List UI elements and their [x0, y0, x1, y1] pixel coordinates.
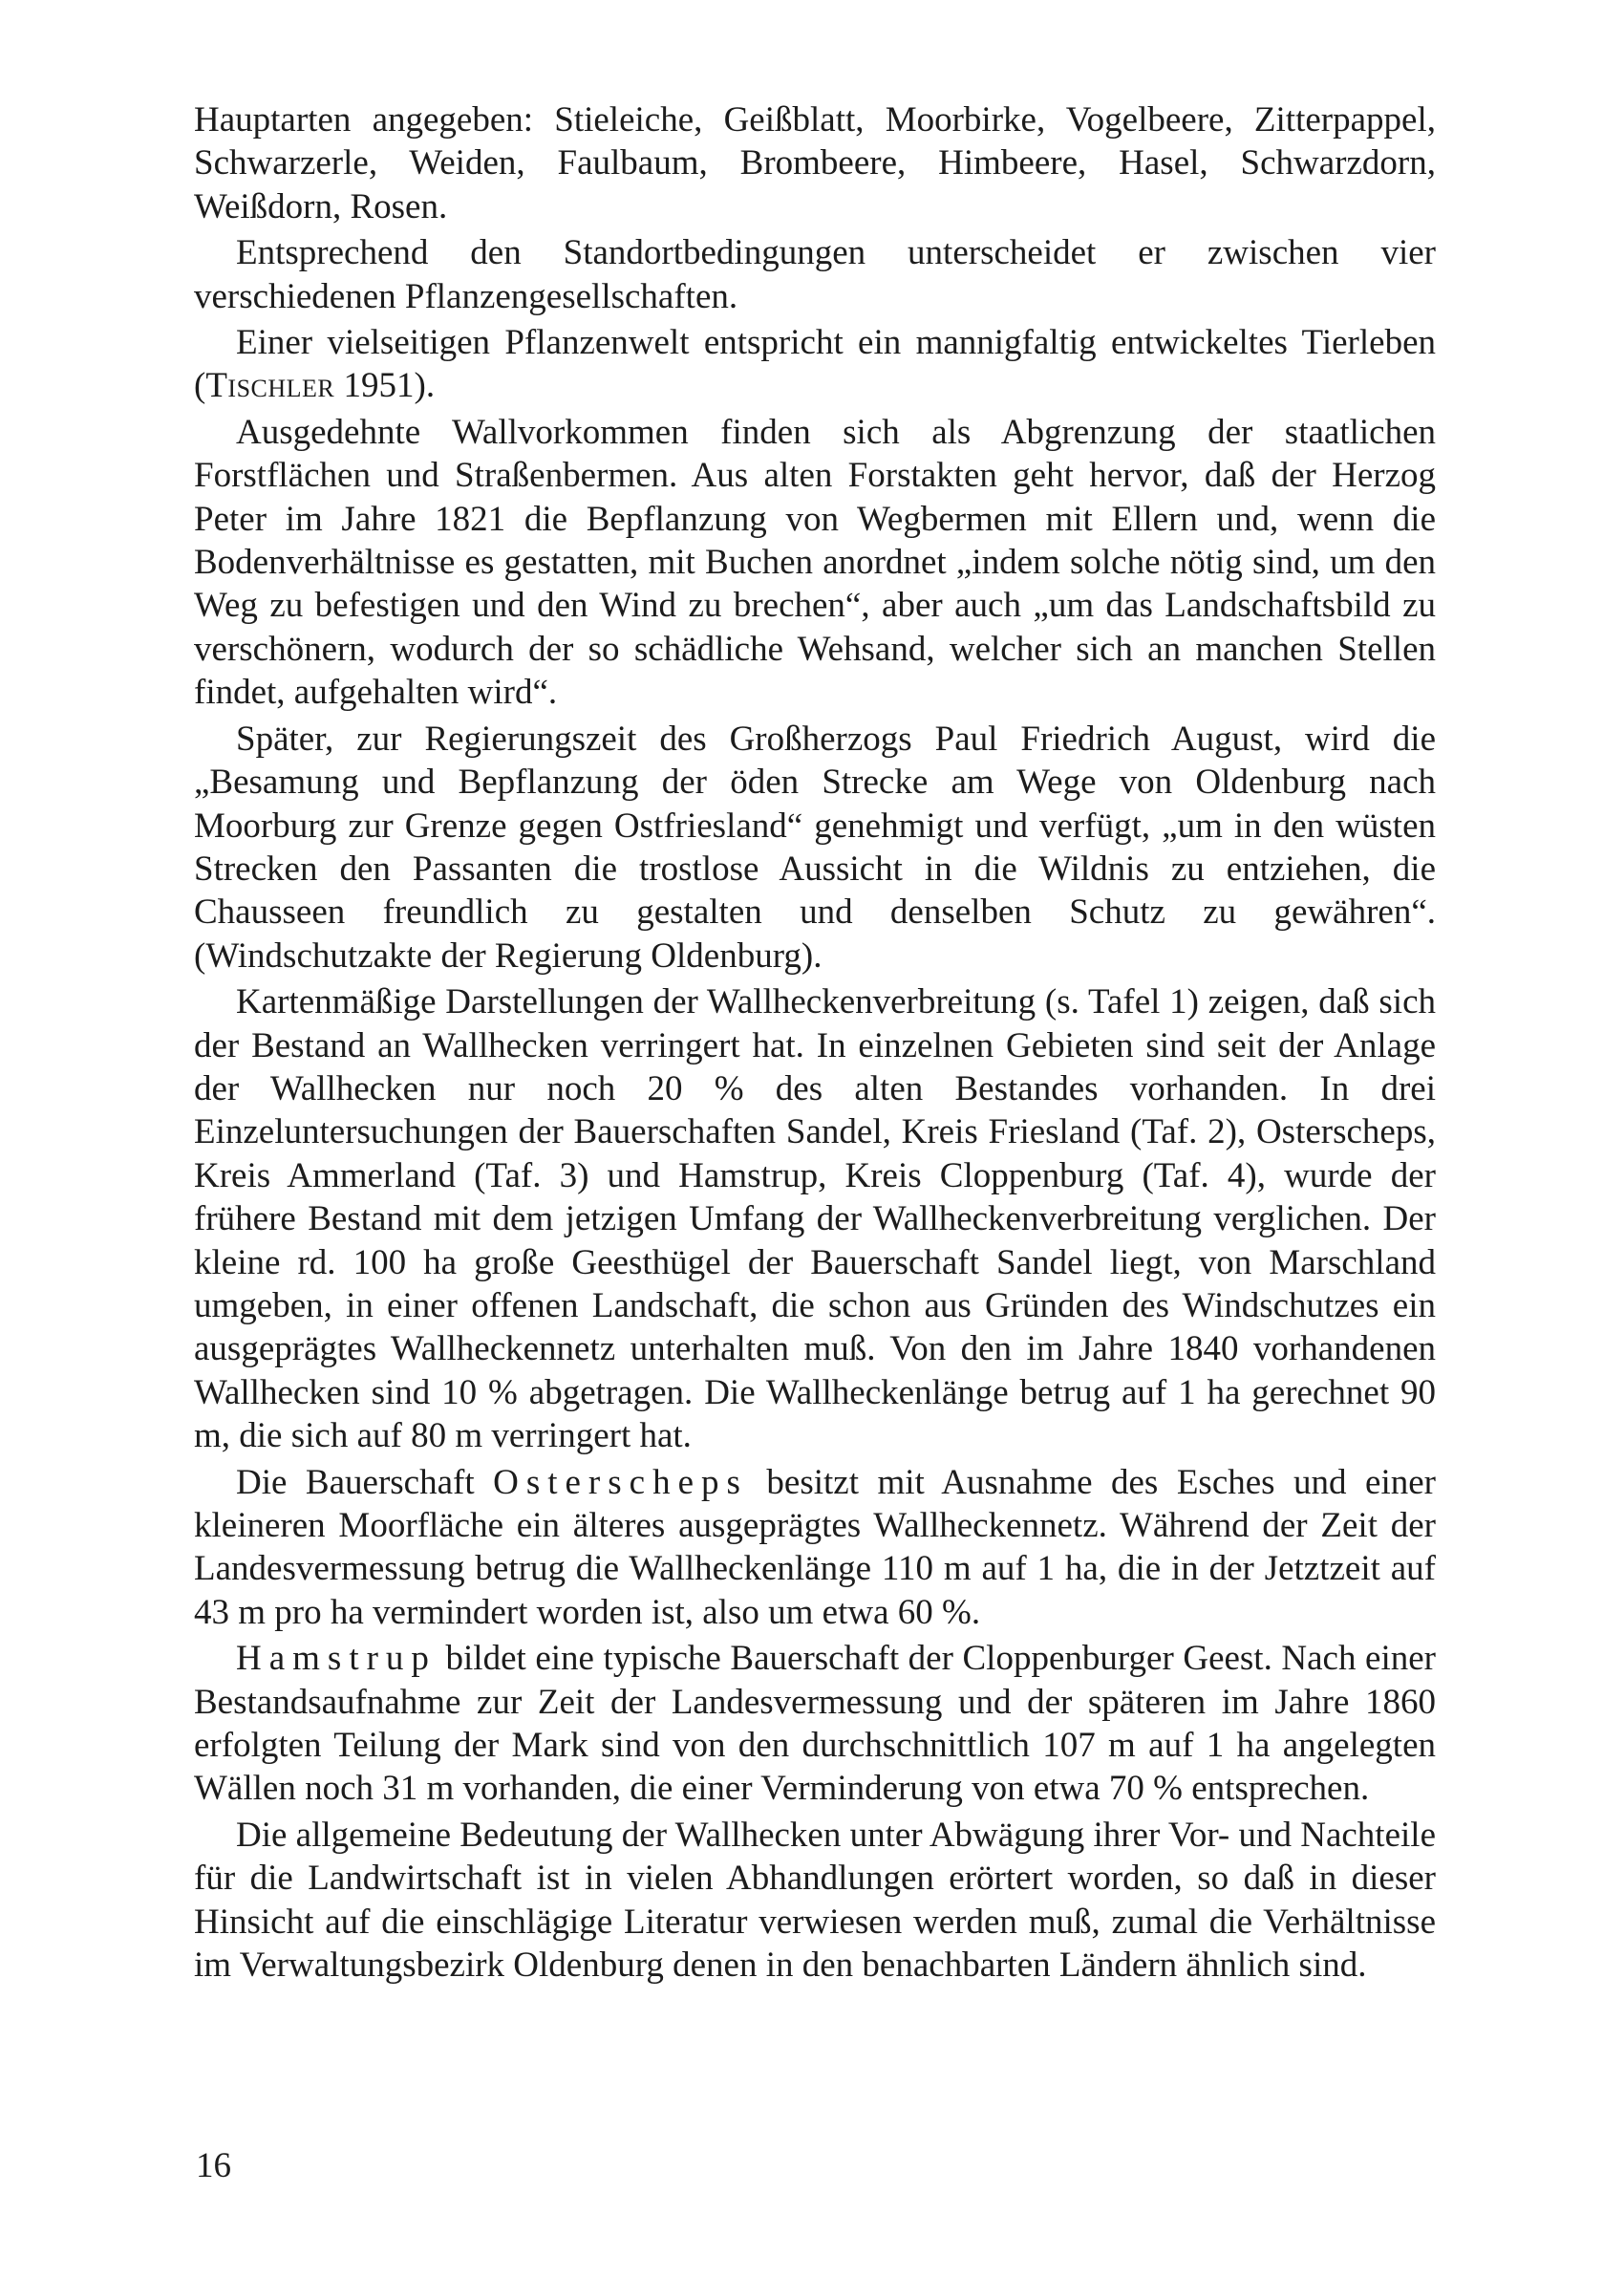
paragraph-1 — [194, 98, 1436, 228]
paragraph-1-text: Hauptarten angegeben: Stieleiche, Geißblatt, Moorbirke, Vogelbeere, Zitterpappel, Schwarzerle, Weiden, Faulbaum, Brombeere, Himbeere, Hasel, Schwarzdorn, Weißdorn, Rosen. — [194, 100, 1436, 226]
paragraph-3 — [194, 321, 1436, 408]
body-text — [194, 98, 1436, 1989]
paragraph-6-text: Kartenmäßige Darstellungen der Wallheckenverbreitung (s. Tafel 1) zeigen, daß sich der Bestand an Wallhecken verringert hat. In einzelnen Gebieten sind seit der Anlage der Wallhecken nur noch 20 % des alten Bestandes vorhanden. In drei Einzeluntersuchungen der Bauerschaften Sandel, Kreis Friesland (Taf. 2), Osterscheps, Kreis Ammerland (Taf. 3) und Hamstrup, Kreis Cloppenburg (Taf. 4), wurde der frühere Bestand mit dem jetzigen Umfang der Wallheckenverbreitung verglichen. Der kleine rd. 100 ha große Geesthügel der Bauerschaft Sandel liegt, von Marschland umgeben, in einer offenen Landschaft, die schon aus Gründen des Windschutzes ein ausgeprägtes Wallheckennetz unterhalten muß. Von den im Jahre 1840 vorhandenen Wallhecken sind 10 % abgetragen. Die Wallheckenlänge betrug auf 1 ha gerechnet 90 m, die sich auf 80 m verringert hat. — [194, 982, 1436, 1456]
place-name-osterscheps: Osterscheps — [493, 1462, 748, 1502]
paragraph-5-text: Später, zur Regierungszeit des Großherzogs Paul Friedrich August, wird die „Besamung und Bepflanzung der öden Strecke am Wege von Oldenburg nach Moorburg zur Grenze gegen Ostfriesland“ genehmigt und verfügt, „um in den wüsten Strecken den Passanten die trostlose Aussicht in die Wildnis zu entziehen, die Chausseen freundlich zu gestalten und denselben Schutz zu gewähren“. (Windschutzakte der Regierung Oldenburg). — [194, 719, 1436, 976]
place-name-hamstrup: Hamstrup — [236, 1639, 437, 1679]
paragraph-2-text: Entsprechend den Standortbedingungen unterscheidet er zwischen vier verschiedenen Pflanzengesellschaften. — [194, 233, 1436, 316]
paragraph-5 — [194, 718, 1436, 978]
paragraph-3-text-a: Einer vielseitigen Pflanzenwelt entspricht ein mannigfaltig entwickeltes Tierleben ( — [194, 323, 1436, 406]
author-citation-tischler: Tischler — [205, 366, 335, 406]
paragraph-4-text: Ausgedehnte Wallvorkommen finden sich als Abgrenzung der staatlichen Forstflächen und Straßenbermen. Aus alten Forstakten geht hervor, daß der Herzog Peter im Jahre 1821 die Bepflanzung von Wegbermen mit Ellern und, wenn die Bodenverhältnisse es gestatten, mit Buchen anordnet „indem solche nötig sind, um den Weg zu befestigen und den Wind zu brechen“, aber auch „um das Landschaftsbild zu verschönern, wodurch der so schädliche Wehsand, welcher sich an manchen Stellen findet, aufgehalten wird“. — [194, 412, 1436, 713]
paragraph-3-text-b: 1951). — [334, 366, 436, 406]
paragraph-6 — [194, 980, 1436, 1457]
paragraph-9 — [194, 1814, 1436, 1988]
paragraph-9-text: Die allgemeine Bedeutung der Wallhecken unter Abwägung ihrer Vor- und Nachteile für die Landwirtschaft ist in vielen Abhandlungen erörtert worden, so daß in dieser Hinsicht auf die einschlägige Literatur verwiesen werden muß, zumal die Verhältnisse im Verwaltungsbezirk Oldenburg denen in den benachbarten Ländern ähnlich sind. — [194, 1815, 1436, 1986]
paragraph-8-text: bildet eine typische Bauerschaft der Cloppenburger Geest. Nach einer Bestandsaufnahme zur Zeit der Landesvermessung und der späteren im Jahre 1860 erfolgten Teilung der Mark sind von den durchschnittlich 107 m auf 1 ha angelegten Wällen noch 31 m vorhanden, die einer Verminderung von etwa 70 % entsprechen. — [194, 1639, 1436, 1809]
paragraph-2 — [194, 231, 1436, 318]
paragraph-8 — [194, 1637, 1436, 1811]
page-number: 16 — [196, 2146, 231, 2185]
paragraph-7 — [194, 1461, 1436, 1635]
paragraph-7-text-b: besitzt mit Ausnahme des Esches und einer kleineren Moorfläche ein älteres ausgeprägtes Wallheckennetz. Während der Zeit der Landesvermessung betrug die Wallheckenlänge 110 m auf 1 ha, die in der Jetztzeit auf 43 m pro ha vermindert worden ist, also um etwa 60 %. — [194, 1462, 1436, 1632]
paragraph-7-text-a: Die Bauerschaft — [236, 1462, 494, 1502]
paragraph-4 — [194, 411, 1436, 715]
